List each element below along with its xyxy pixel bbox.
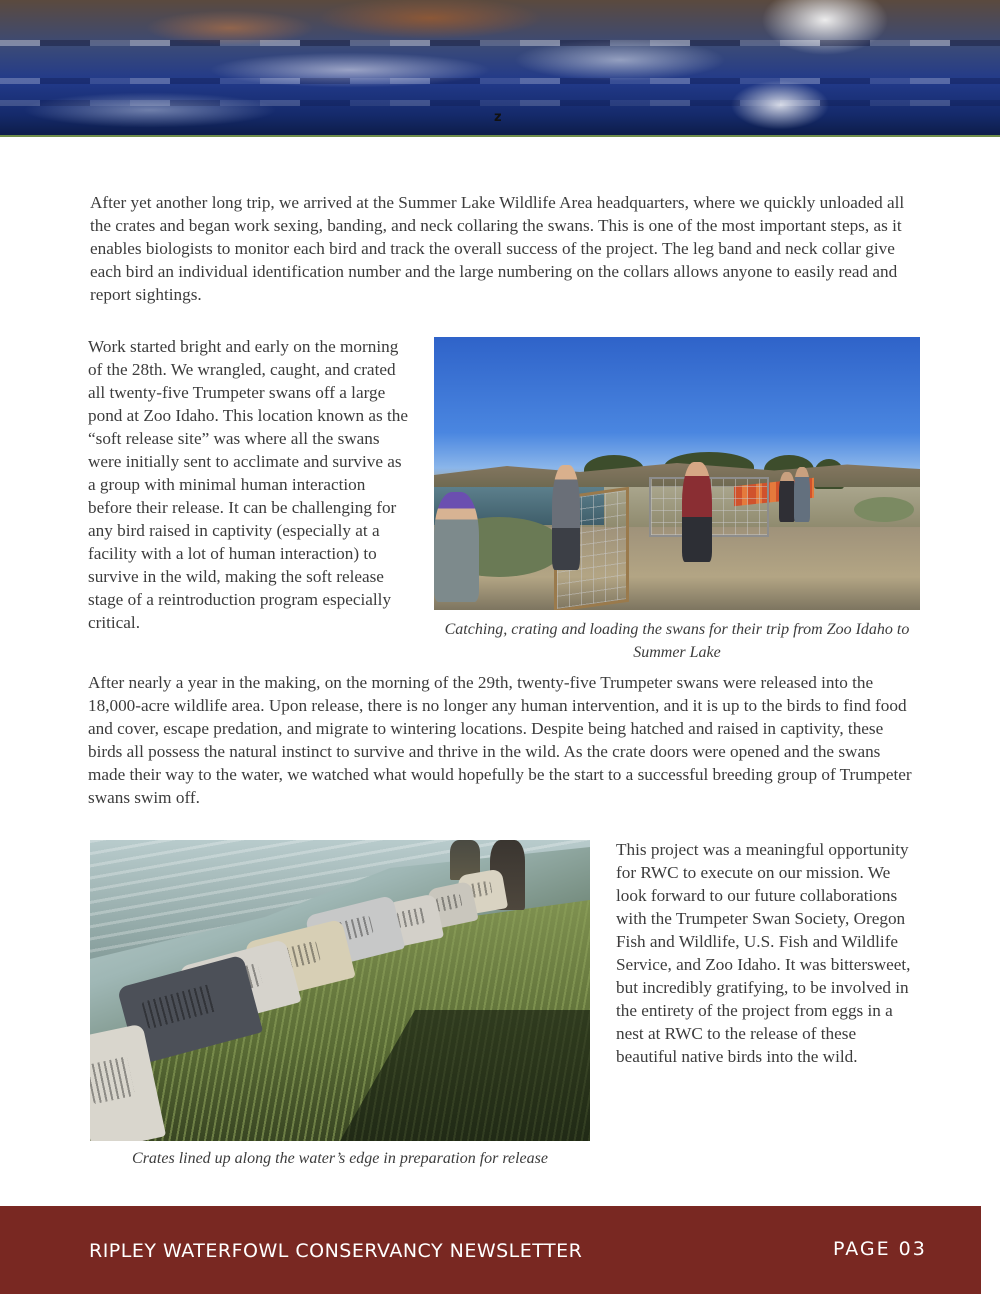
paragraph-release-day: After nearly a year in the making, on the morning of the 29th, twenty-five Trumpeter swans were released into the 18,000-acre wildlife area. Upon release, there is no longer any human intervention, and it is up to the birds to find food and cover, escape predation, and migrate to wintering locations. Despite being hatched and raised in captivity, these birds all possess the natural instinct to survive and thrive in the wild. As the crate doors were opened and the swans made their way to the water, we watched what would hopefully be the start to a successful breeding group of Trumpeter swans swim off.	[88, 673, 912, 807]
photo-catching-swans	[434, 337, 920, 610]
banner-mark: z	[494, 110, 502, 125]
footer-newsletter-title: RIPLEY WATERFOWL CONSERVANCY NEWSLETTER	[89, 1240, 583, 1262]
caption-photo-catching: Catching, crating and loading the swans for their trip from Zoo Idaho to Summer Lake	[444, 621, 910, 661]
footer-page-number: PAGE 03	[833, 1238, 927, 1260]
header-banner-photo	[0, 0, 1000, 137]
caption-photo-crates: Crates lined up along the water’s edge in preparation for release	[132, 1150, 548, 1167]
photo-crates-water-edge	[90, 840, 590, 1141]
paragraph-arrival: After yet another long trip, we arrived at the Summer Lake Wildlife Area headquarters, where we quickly unloaded all the crates and began work sexing, banding, and neck collaring the swans. This is one of the most important steps, as it enables biologists to monitor each bird and track the overall success of the project. The leg band and neck collar give each bird an individual identification number and the large numbering on the collars allows anyone to easily read and report sightings.	[90, 193, 905, 304]
paragraph-conclusion: This project was a meaningful opportunity for RWC to execute on our mission. We look forward to our future collaborations with the Trumpeter Swan Society, Oregon Fish and Wildlife, U.S. Fish and Wildlife Service, and Zoo Idaho. It was bittersweet, but incredibly gratifying, to be involved in the entirety of the project from eggs in a nest at RWC to the release of these beautiful native birds into the wild.	[616, 840, 911, 1066]
paragraph-soft-release: Work started bright and early on the morning of the 28th. We wrangled, caught, and crated all twenty-five Trumpeter swans off a large pond at Zoo Idaho. This location known as the “soft release site” was where all the swans were initially sent to acclimate and survive as a group with minimal human interaction before their release. It can be challenging for any bird raised in captivity (especially at a facility with a lot of human interaction) to survive in the wild, making the soft release stage of a reintroduction program especially critical.	[88, 337, 408, 632]
